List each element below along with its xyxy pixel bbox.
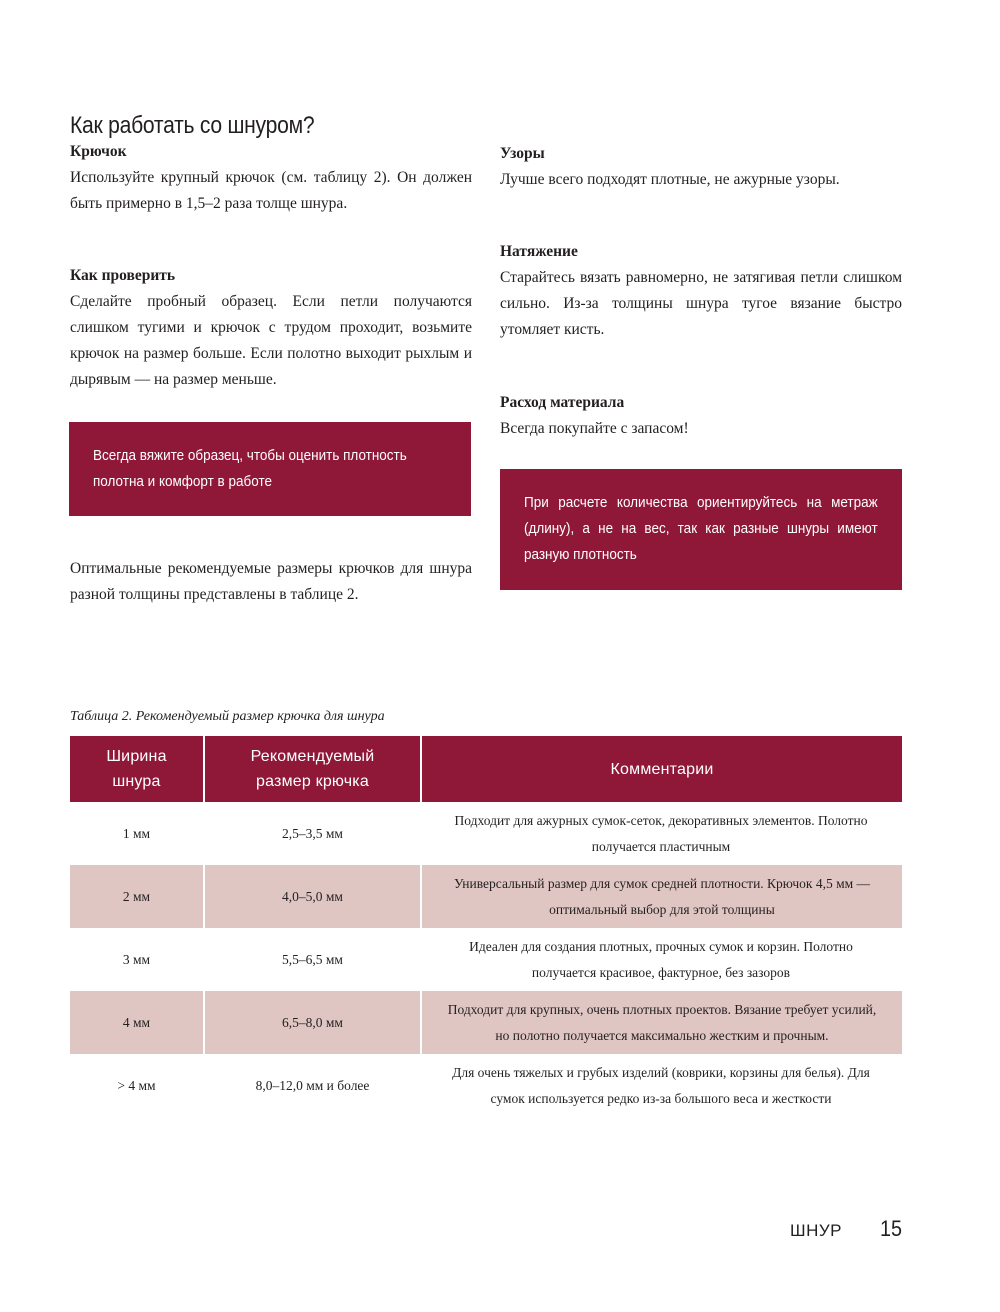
cell-cord-width: 1 мм bbox=[70, 802, 205, 865]
consumption-heading: Расход материала bbox=[500, 394, 625, 411]
check-heading: Как проверить bbox=[70, 267, 176, 284]
cell-hook-size: 5,5–6,5 мм bbox=[205, 928, 422, 991]
cell-cord-width: 4 мм bbox=[70, 991, 205, 1054]
cell-cord-width: 2 мм bbox=[70, 865, 205, 928]
tip-box-metrage bbox=[500, 469, 902, 590]
cell-hook-size: 2,5–3,5 мм bbox=[205, 802, 422, 865]
hook-size-table bbox=[70, 736, 902, 1117]
table-row bbox=[70, 802, 902, 865]
hook-body: Используйте крупный крючок (см. таблицу 2). Он должен быть примерно в 1,5–2 раза толще шнура. bbox=[70, 169, 472, 212]
tip-text-metrage: При расчете количества ориентируйтесь на метраж (длину), а не на вес, так как разные шнуры имеют разную плотность bbox=[524, 494, 878, 563]
patterns-body: Лучше всего подходят плотные, не ажурные узоры. bbox=[500, 171, 840, 188]
cell-hook-size: 8,0–12,0 мм и более bbox=[205, 1054, 422, 1117]
cell-comment: Подходит для ажурных сумок-сеток, декоративных элементов. Полотно получается пластичным bbox=[422, 802, 902, 865]
table-row bbox=[70, 1054, 902, 1117]
table-caption: Таблица 2. Рекомендуемый размер крючка для шнура bbox=[70, 709, 385, 724]
cell-comment: Универсальный размер для сумок средней плотности. Крючок 4,5 мм — оптимальный выбор для этой толщины bbox=[453, 875, 871, 917]
cell-hook-size: 4,0–5,0 мм bbox=[205, 865, 422, 928]
tension-body: Старайтесь вязать равномерно, не затягивая петли слишком сильно. Из-за толщины шнура тугое вязание быстро утомляет кисть. bbox=[500, 269, 902, 338]
table-row bbox=[70, 928, 902, 991]
cell-cord-width: 3 мм bbox=[70, 928, 205, 991]
table-header-row bbox=[70, 736, 902, 802]
cell-cord-width: > 4 мм bbox=[70, 1054, 205, 1117]
cell-comment: Подходит для крупных, очень плотных проектов. Вязание требует усилий, но полотно получается максимально жестким и прочным. bbox=[447, 1001, 877, 1043]
cell-comment: Идеален для создания плотных, прочных сумок и корзин. Полотно получается красивое, фактурное, без зазоров bbox=[422, 928, 902, 991]
cell-comment: Для очень тяжелых и грубых изделий (коврики, корзины для белья). Для сумок используется редко из-за большого веса и жесткости bbox=[422, 1054, 902, 1117]
patterns-heading: Узоры bbox=[500, 145, 545, 162]
consumption-body: Всегда покупайте с запасом! bbox=[500, 420, 689, 437]
header-hook-size: Рекомендуемый размер крючка bbox=[205, 736, 422, 802]
table-row bbox=[70, 991, 902, 1054]
tip-box-sample bbox=[69, 422, 471, 516]
header-comments: Комментарии bbox=[610, 760, 714, 778]
check-body: Сделайте пробный образец. Если петли получаются слишком тугими и крючок с трудом проходит, возьмите крючок на размер больше. Если полотно выходит рыхлым и дырявым — на размер меньше. bbox=[70, 293, 472, 388]
section-label: ШНУР bbox=[790, 1221, 842, 1240]
cell-hook-size: 6,5–8,0 мм bbox=[205, 991, 422, 1054]
page-number: 15 bbox=[880, 1216, 903, 1241]
table-row bbox=[70, 865, 902, 928]
hook-heading: Крючок bbox=[70, 143, 127, 160]
tip-text-sample: Всегда вяжите образец, чтобы оценить плотность полотна и комфорт в работе bbox=[93, 447, 407, 490]
page-title: Как работать со шнуром? bbox=[70, 112, 315, 140]
table-reference-note: Оптимальные рекомендуемые размеры крючков для шнура разной толщины представлены в таблице 2. bbox=[70, 560, 472, 603]
header-cord-width: Ширина шнура bbox=[70, 736, 205, 802]
tension-heading: Натяжение bbox=[500, 243, 578, 260]
